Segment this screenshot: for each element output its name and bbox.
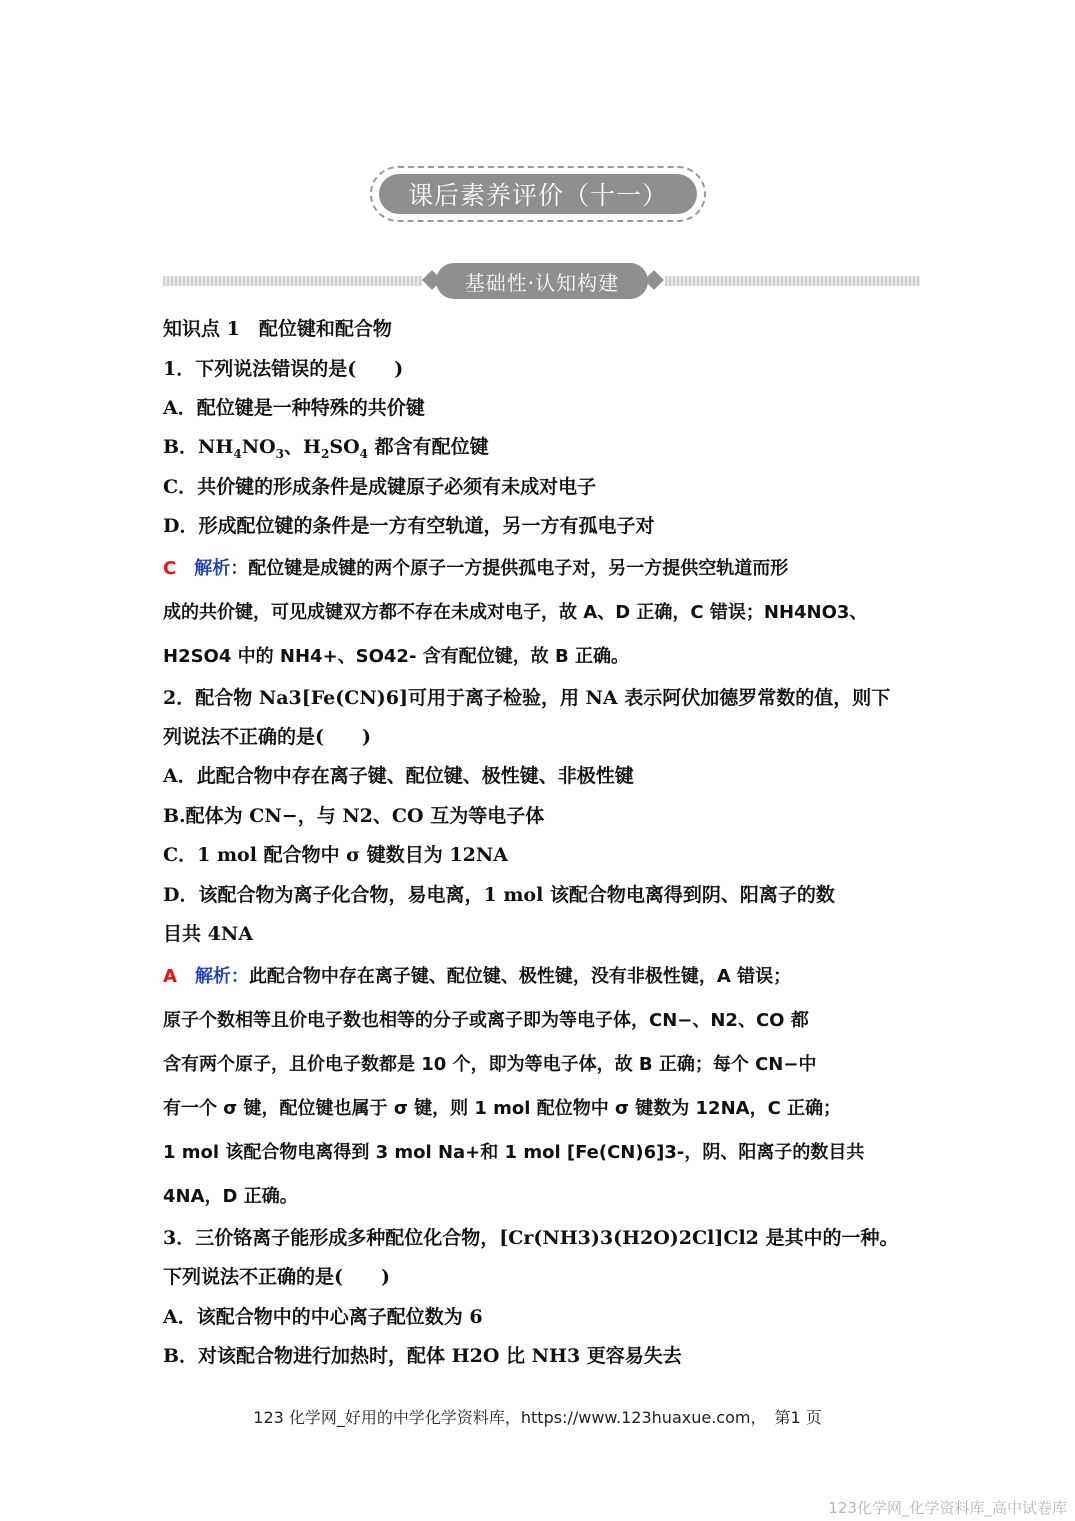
q2-explanation-line: 含有两个原子，且价电子数都是 10 个，即为等电子体，故 B 正确；每个 CN−中: [163, 1054, 817, 1075]
section-banner: [163, 261, 920, 301]
jiexi-label: 解析：: [194, 966, 249, 987]
q2-explanation-line: 4NA，D 正确。: [163, 1186, 298, 1207]
q2-explanation-line: 1 mol 该配合物电离得到 3 mol Na+和 1 mol [Fe(CN)6]3-，阴、阳离子的数目共: [163, 1142, 865, 1163]
q1-explanation-line: 成的共价键，可见成键双方都不存在未成对电子，故 A、D 正确，C 错误；NH4NO3、: [163, 602, 868, 623]
page-title: 课后素养评价（十一）: [379, 174, 697, 214]
q2-stem: 2．配合物 Na3[Fe(CN)6]可用于离子检验，用 NA 表示阿伏加德罗常数的值，则下: [163, 687, 891, 709]
q2-option-d: 目共 4NA: [163, 923, 253, 945]
q1-option-b: B．$NH_4NO_3$、$H_2SO_4$ 都含有配位键: [163, 436, 489, 461]
q2-option-d: D．该配合物为离子化合物，易电离，1 mol 该配合物电离得到阴、阳离子的数: [163, 884, 835, 906]
q2-explanation-line: 原子个数相等且价电子数也相等的分子或离子即为等电子体，CN−、N2、CO 都: [163, 1010, 809, 1031]
title-badge: [370, 166, 706, 222]
q1-option-d: D．形成配位键的条件是一方有空轨道，另一方有孤电子对: [163, 515, 655, 537]
q2-option-c: C．1 mol 配合物中 σ 键数目为 12NA: [163, 844, 508, 866]
q3-option-a: A．该配合物中的中心离子配位数为 6: [163, 1306, 483, 1328]
q2-stem: 列说法不正确的是( ): [163, 726, 371, 748]
banner-right-stripe: [665, 276, 920, 286]
q2-explanation-line: A 解析：此配合物中存在离子键、配位键、极性键，没有非极性键，A 错误；: [163, 966, 792, 987]
q3-option-b: B．对该配合物进行加热时，配体 H2O 比 NH3 更容易失去: [163, 1345, 682, 1367]
watermark: 123化学网_化学资料库_高中试卷库: [828, 1499, 1067, 1517]
page-footer: 123 化学网_好用的中学化学资料库，https://www.123huaxue.com， 第1 页: [253, 1408, 822, 1427]
q2-option-b: B.配体为 CN−，与 N2、CO 互为等电子体: [163, 805, 545, 827]
diamond-icon: [644, 270, 664, 290]
section-label: 基础性·认知构建: [436, 263, 648, 299]
q3-stem: 下列说法不正确的是( ): [163, 1266, 390, 1288]
q1-option-c: C．共价键的形成条件是成键原子必须有未成对电子: [163, 476, 597, 498]
q1-answer: C: [163, 558, 177, 579]
q1-explanation-line: C 解析：配位键是成键的两个原子一方提供孤电子对，另一方提供空轨道而形: [163, 558, 789, 579]
q2-option-a: A．此配合物中存在离子键、配位键、极性键、非极性键: [163, 765, 634, 787]
q3-stem: 3．三价铬离子能形成多种配位化合物，[Cr(NH3)3(H2O)2Cl]Cl2 是其中的一种。: [163, 1227, 899, 1249]
jiexi-label: 解析：: [194, 558, 249, 579]
banner-left-stripe: [163, 276, 423, 286]
q1-option-a: A．配位键是一种特殊的共价键: [163, 397, 425, 419]
q2-answer: A: [163, 966, 177, 987]
q1-explanation-line: H2SO4 中的 NH4+、SO42- 含有配位键，故 B 正确。: [163, 646, 629, 667]
knowledge-heading: 知识点 1 配位键和配合物: [163, 318, 392, 340]
q1-stem: 1．下列说法错误的是( ): [163, 358, 404, 380]
q2-explanation-line: 有一个 σ 键，配位键也属于 σ 键，则 1 mol 配位物中 σ 键数为 12NA，C 正确；: [163, 1098, 842, 1119]
